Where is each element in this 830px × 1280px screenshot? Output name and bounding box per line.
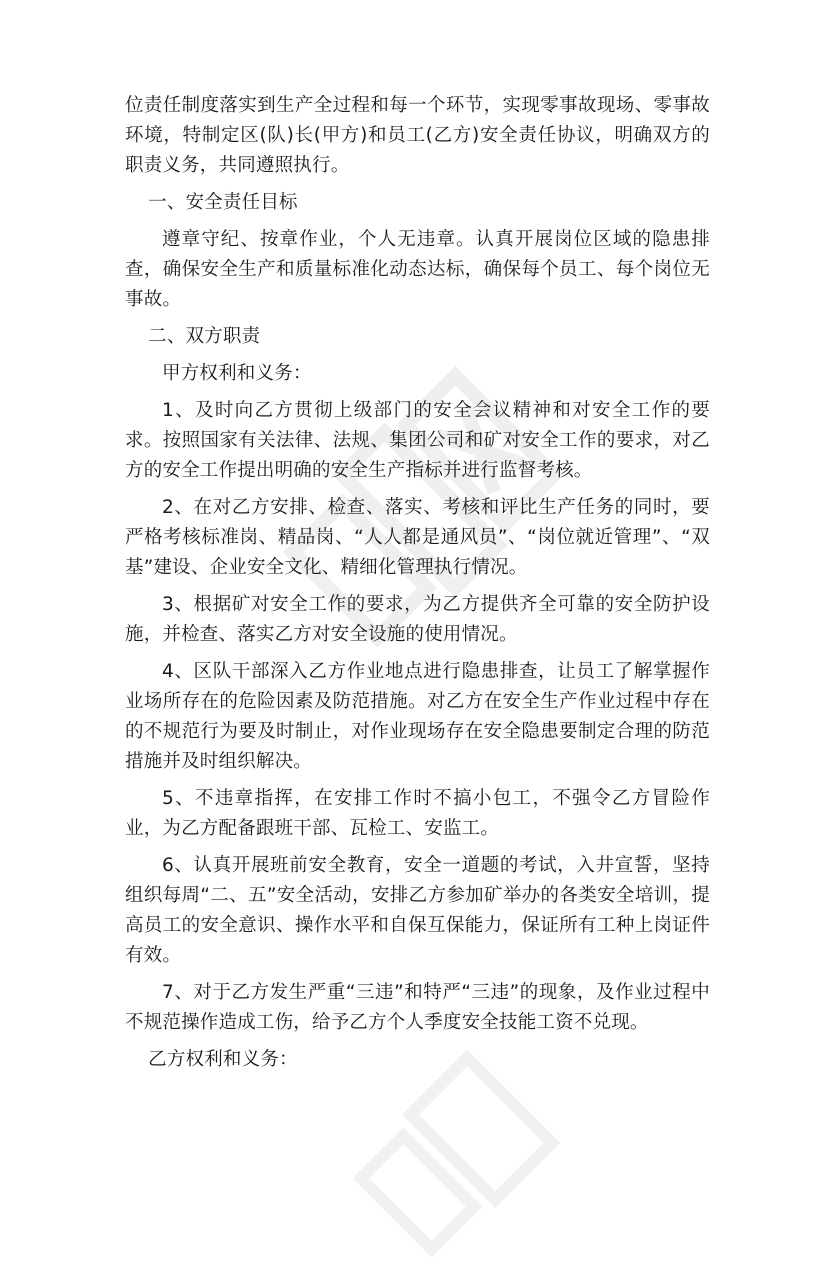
document-body [125, 91, 710, 1075]
party-a-item-6: 6、认真开展班前安全教育，安全一道题的考试，入井宣誓，坚持组织每周“二、五”安全活动，安排乙方参加矿举办的各类安全培训，提高员工的安全意识、操作水平和自保互保能力，保证所有工种上岗证件有效。 [125, 855, 710, 966]
subheading-party-b: 乙方权利和义务： [148, 1049, 298, 1070]
paragraph-intro: 位责任制度落实到生产全过程和每一个环节，实现零事故现场、零事故环境，特制定区(队)长(甲方)和员工(乙方)安全责任协议，明确双方的职责义务，共同遵照执行。 [125, 95, 710, 176]
section-heading-safety-goal: 一、安全责任目标 [148, 192, 298, 213]
party-a-item-4: 4、区队干部深入乙方作业地点进行隐患排查，让员工了解掌握作业场所存在的危险因素及防范措施。对乙方在安全生产作业过程中存在的不规范行为要及时制止，对作业现场存在安全隐患要制定合理的防范措施并及时组织解决。 [125, 661, 710, 772]
paragraph-safety-goal: 遵章守纪、按章作业，个人无违章。认真开展岗位区域的隐患排查，确保安全生产和质量标准化动态达标，确保每个员工、每个岗位无事故。 [125, 229, 710, 310]
party-a-item-3: 3、根据矿对安全工作的要求，为乙方提供齐全可靠的安全防护设施，并检查、落实乙方对安全设施的使用情况。 [125, 594, 710, 645]
section-heading-duties: 二、双方职责 [148, 326, 261, 347]
party-a-item-2: 2、在对乙方安排、检查、落实、考核和评比生产任务的同时，要严格考核标准岗、精品岗、“人人都是通风员”、“岗位就近管理”、“双基”建设、企业安全文化、精细化管理执行情况。 [125, 497, 710, 578]
party-a-item-1: 1、及时向乙方贯彻上级部门的安全会议精神和对安全工作的要求。按照国家有关法律、法规、集团公司和矿对安全工作的要求，对乙方的安全工作提出明确的安全生产指标并进行监督考核。 [125, 400, 710, 481]
subheading-party-a: 甲方权利和义务： [162, 363, 312, 384]
party-a-item-5: 5、不违章指挥，在安排工作时不搞小包工，不强令乙方冒险作业，为乙方配备跟班干部、瓦检工、安监工。 [125, 788, 710, 839]
party-a-item-7: 7、对于乙方发生严重“三违”和特严“三违”的现象，及作业过程中不规范操作造成工伤，给予乙方个人季度安全技能工资不兑现。 [125, 982, 710, 1033]
